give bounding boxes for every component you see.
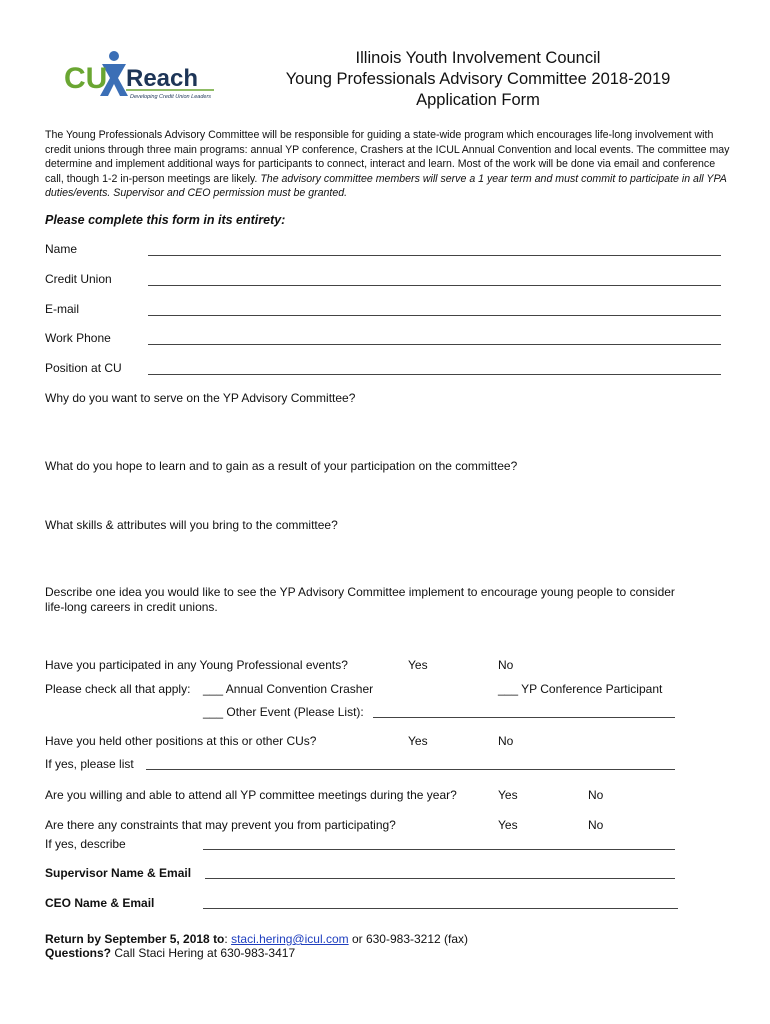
participated-no-option[interactable]: No	[498, 658, 514, 672]
credit-union-input-line[interactable]	[148, 285, 721, 286]
intro-paragraph	[45, 128, 735, 201]
credit-union-label: Credit Union	[45, 272, 112, 286]
return-line	[45, 932, 468, 946]
question-idea-line-1: Describe one idea you would like to see the YP Advisory Committee implement to encourage young people to consider	[45, 585, 675, 599]
questions-label: Questions?	[45, 946, 112, 960]
title-line-3: Application Form	[416, 91, 540, 109]
answer-learn-gain[interactable]	[45, 476, 725, 516]
question-idea-line-2: life-long careers in credit unions.	[45, 600, 218, 614]
name-label: Name	[45, 242, 78, 256]
positions-list-label: If yes, please list	[45, 757, 134, 771]
position-input-line[interactable]	[148, 374, 721, 375]
logo-tagline: Developing Credit Union Leaders	[130, 94, 212, 100]
positions-question: Have you held other positions at this or other CUs?	[45, 734, 317, 748]
work-phone-label: Work Phone	[45, 331, 111, 345]
logo-reach-text: Reach	[126, 65, 199, 92]
answer-why-serve[interactable]	[45, 408, 725, 454]
supervisor-input-line[interactable]	[205, 878, 675, 879]
logo-cu-text: CU	[64, 62, 108, 95]
cureach-logo-graphic	[62, 48, 217, 100]
questions-line	[45, 946, 295, 960]
option-other-event[interactable]: ___ Other Event (Please List):	[203, 705, 364, 719]
page-title	[268, 48, 688, 111]
constraints-no-option[interactable]: No	[588, 818, 604, 832]
attend-question: Are you willing and able to attend all YP committee meetings during the year?	[45, 788, 457, 802]
attend-no-option[interactable]: No	[588, 788, 604, 802]
answer-idea[interactable]	[45, 617, 725, 655]
check-all-label: Please check all that apply:	[45, 682, 191, 696]
email-input-line[interactable]	[148, 315, 721, 316]
name-input-line[interactable]	[148, 255, 721, 256]
question-why-serve: Why do you want to serve on the YP Advisory Committee?	[45, 391, 356, 405]
title-line-2: Young Professionals Advisory Committee 2018-2019	[285, 70, 671, 88]
constraints-describe-label: If yes, describe	[45, 837, 126, 851]
question-skills: What skills & attributes will you bring to the committee?	[45, 518, 338, 532]
return-fax: or 630-983-3212 (fax)	[348, 932, 469, 946]
attend-yes-option[interactable]: Yes	[498, 788, 518, 802]
intro-italic-text: The advisory committee members will serve a 1 year term and must commit to participate in all YPA duties/events. Supervisor and CEO permission must be granted.	[45, 172, 727, 200]
participated-yes-option[interactable]: Yes	[408, 658, 428, 672]
participated-question: Have you participated in any Young Professional events?	[45, 658, 348, 672]
title-line-1: Illinois Youth Involvement Council	[355, 49, 601, 67]
return-label: Return by September 5, 2018 to	[45, 932, 225, 946]
option-yp-conference[interactable]: ___ YP Conference Participant	[498, 682, 663, 696]
email-label: E-mail	[45, 302, 80, 316]
constraints-yes-option[interactable]: Yes	[498, 818, 518, 832]
answer-skills[interactable]	[45, 535, 725, 579]
return-email-link[interactable]: staci.hering@icul.com	[231, 932, 349, 946]
work-phone-input-line[interactable]	[148, 344, 721, 345]
cureach-logo	[62, 48, 217, 100]
ceo-label: CEO Name & Email	[45, 896, 155, 910]
constraints-describe-input-line[interactable]	[203, 849, 675, 850]
intro-text: The Young Professionals Advisory Committee will be responsible for guiding a state-wide program which encourages life-long involvement with credit unions through three main programs: annual YP conference, Crashers at the ICUL Annual Convention and local events. The committee may determine and implement additional ways for participants to connect, interact and learn. Most of the work will be done via email and conference call, though 1-2 in-person meetings are likely.	[45, 129, 730, 185]
other-event-input-line[interactable]	[373, 717, 675, 718]
supervisor-label: Supervisor Name & Email	[45, 866, 192, 880]
questions-contact: Call Staci Hering at 630-983-3417	[111, 946, 296, 960]
positions-list-input-line[interactable]	[146, 769, 675, 770]
form-instruction: Please complete this form in its entirety:	[45, 213, 286, 227]
option-convention-crasher[interactable]: ___ Annual Convention Crasher	[203, 682, 374, 696]
ceo-input-line[interactable]	[203, 908, 678, 909]
return-colon: :	[224, 932, 232, 946]
position-label: Position at CU	[45, 361, 122, 375]
constraints-question: Are there any constraints that may prevent you from participating?	[45, 818, 396, 832]
question-learn-gain: What do you hope to learn and to gain as a result of your participation on the committee?	[45, 459, 518, 473]
positions-no-option[interactable]: No	[498, 734, 514, 748]
positions-yes-option[interactable]: Yes	[408, 734, 428, 748]
